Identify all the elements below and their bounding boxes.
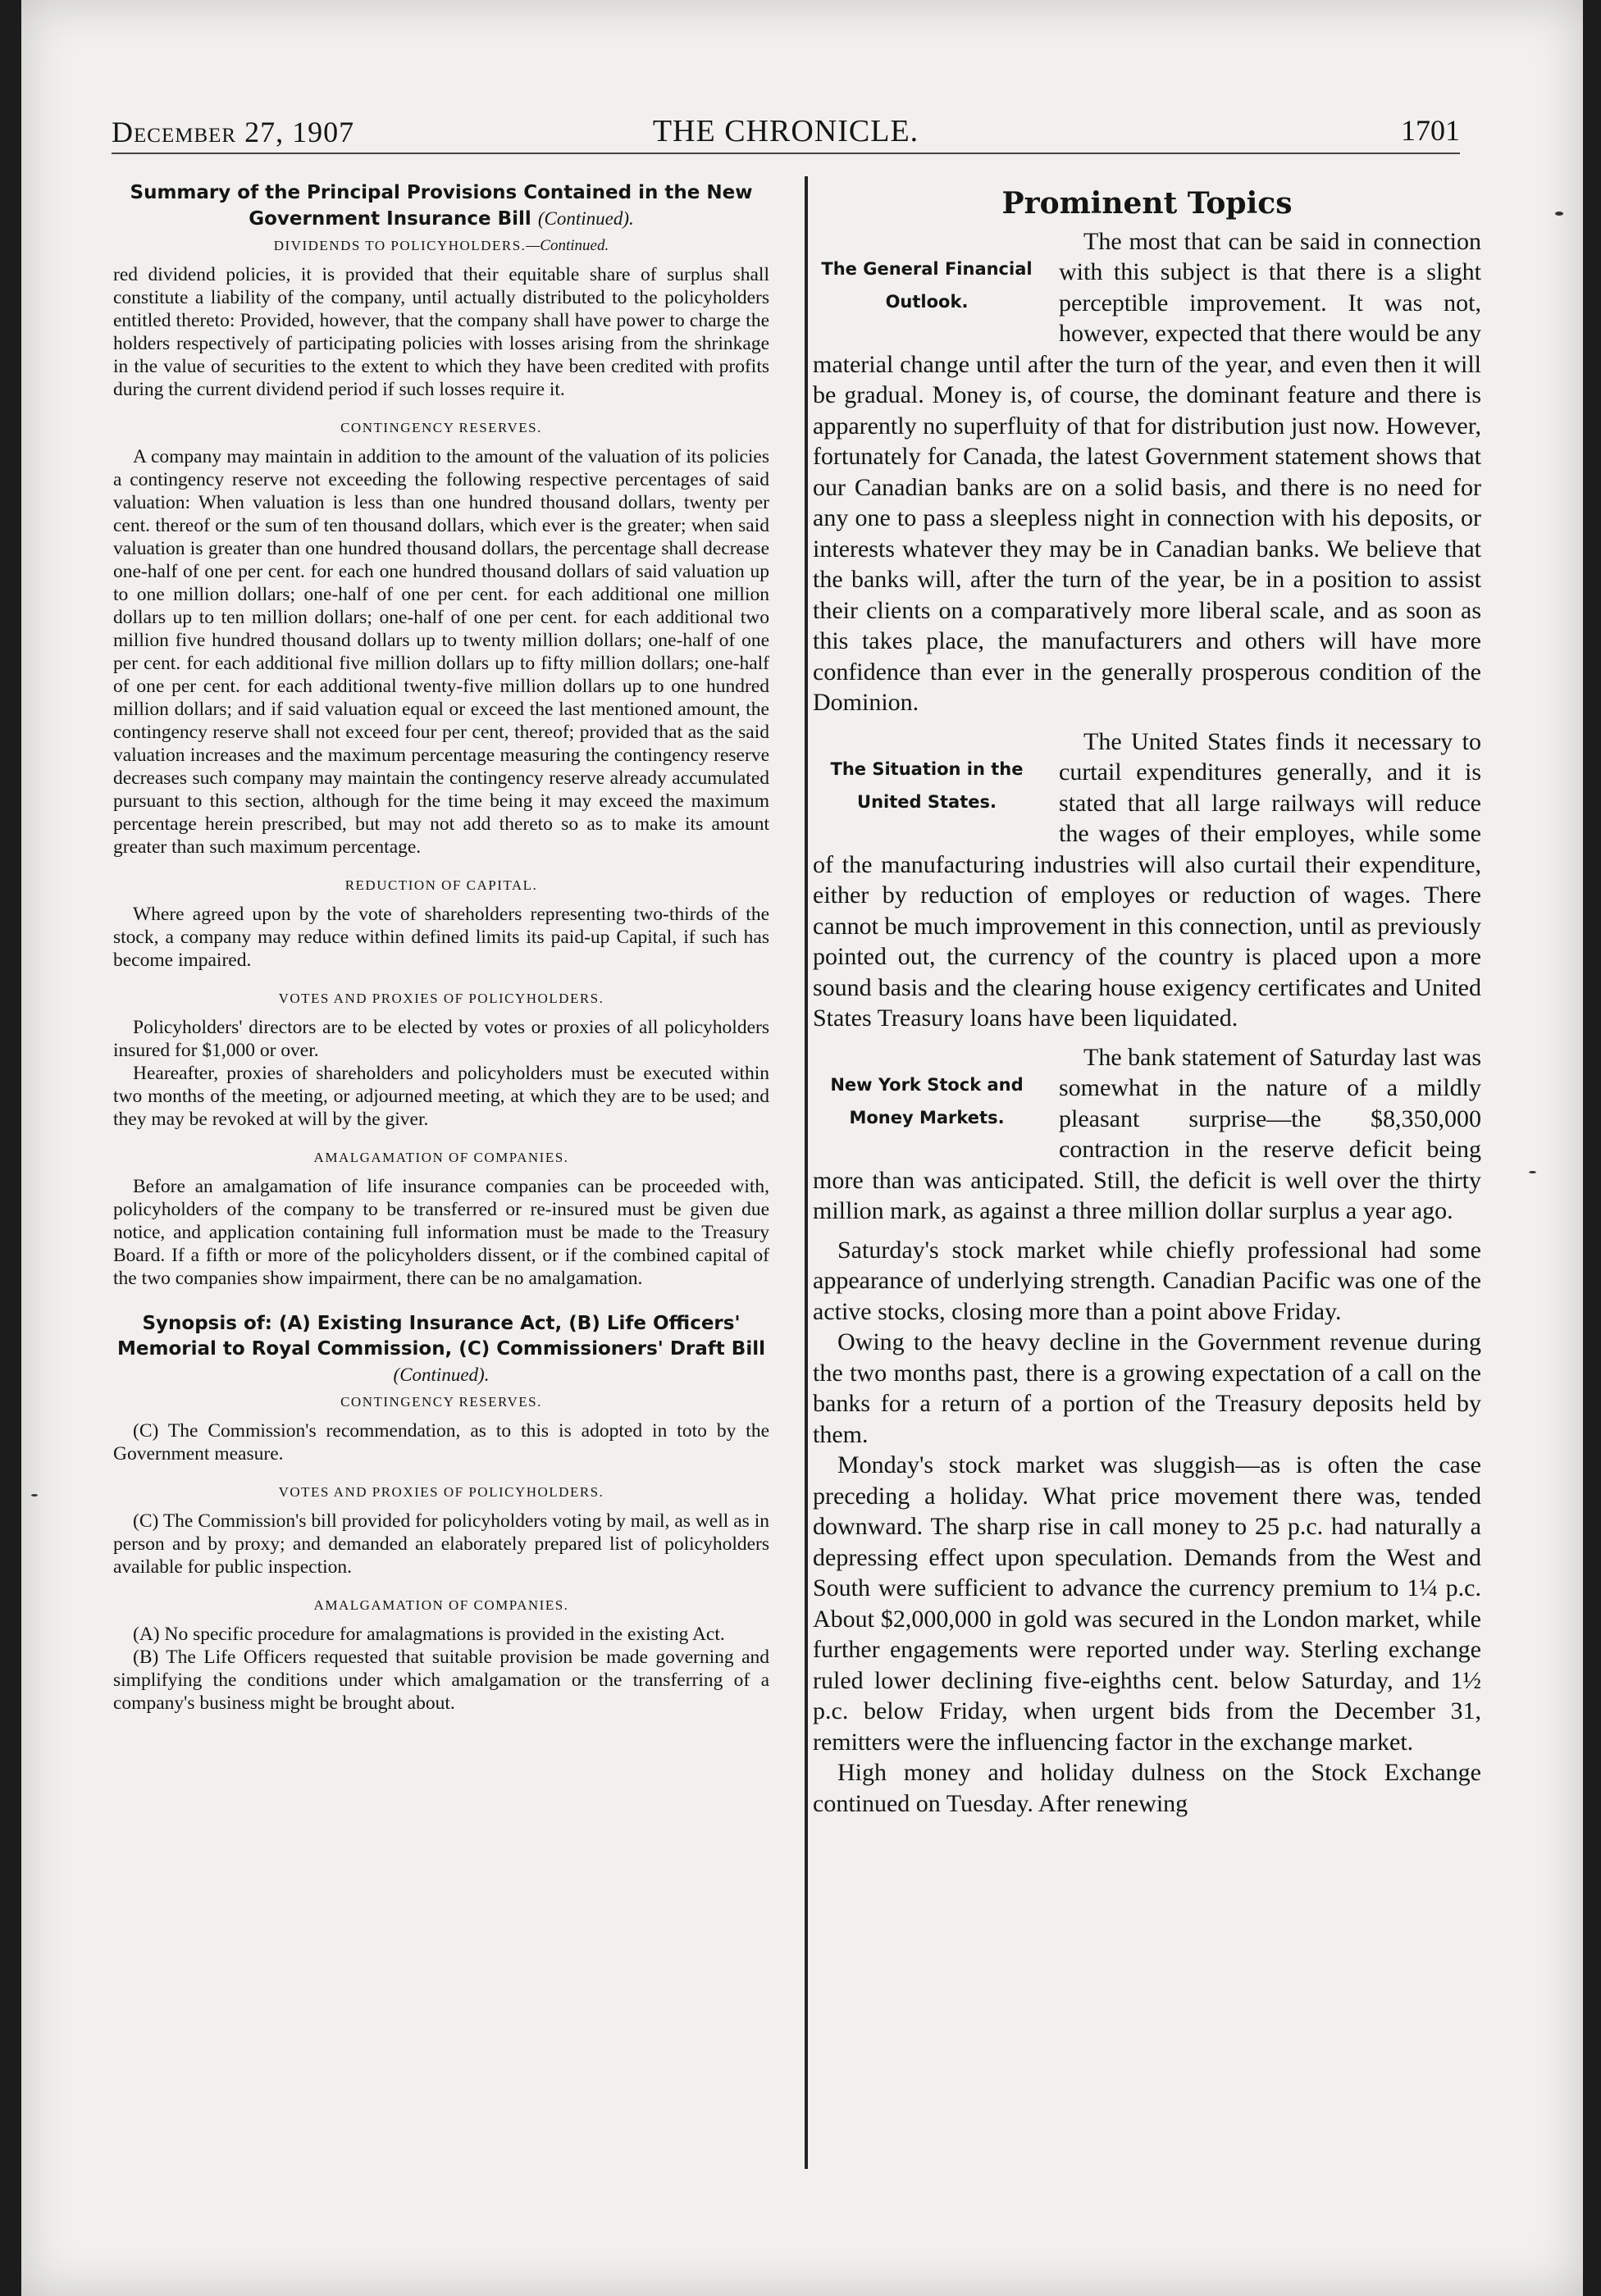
contingency-text: A company may maintain in addition to the amount of the valuation of its policies a contingency reserve not exceeding the following respective percentages of said valuation: When valuation is less than one hundred thousand dollars, twenty per cent. thereof or the sum of ten thousand dollars, which ever is the greater; when said valuation is greater than one hundred thousand dollars, the percentage shall decrease one-half of one per cent. for each one hundred thousand dollars of said valuation up to one million dollars; one-half of one per cent. for each additional one million dollars up to ten million dollars; one-half of one per cent. for each additional two million five hundred thousand dollars up to twenty million dollars; one-half of one per cent. for each additional five million dollars up to fifty million dollars; one-half of one per cent. for each additional twenty-five million dollars up to one hundred million dollars; and if said valuation equal or exceed the last mentioned amount, the contingency reserve shall not exceed four per cent, thereof; provided that as the said valuation increases and the maximum percentage measuring the contingency reserve decreases such company may maintain the contingency reserve already accumulated pursuant to this section, although for the time being it may exceed the maximum percentage herein prescribed, but may not add thereto so as to make its amount greater than such maximum percentage.	[113, 446, 769, 858]
ink-speck	[1529, 1171, 1536, 1173]
dividends-heading	[113, 237, 769, 255]
syn-amalgamation-heading: AMALGAMATION OF COMPANIES.	[313, 1597, 569, 1613]
masthead: THE CHRONICLE.	[652, 114, 919, 148]
topic-financial-outlook	[813, 226, 1481, 718]
capital-text: Where agreed upon by the vote of shareholders representing two-thirds of the stock, a company may reduce within defined limits its paid-up Capital, if such has become impaired.	[113, 904, 769, 971]
left-column	[113, 180, 769, 1715]
paragraph-monday-market: Monday's stock market was sluggish—as is often the case preceding a holiday. What price movement there was, tended downward. The sharp rise in call money to 25 p.c. had naturally a depressing effect upon speculation. Demands from the West and South were sufficient to advance the currency premium to 1¼ p.c. About $2,000,000 in gold was secured in the London market, while further engagements were reported under way. Sterling exchange ruled lower declining five-eighths cent. below Saturday, and 1½ p.c. below Friday, when urgent bids from the December 31, remitters were the influencing factor in the exchange market.	[813, 1451, 1481, 1756]
paragraph-tuesday-market: High money and holiday dulness on the Stock Exchange continued on Tuesday. After renewing	[813, 1759, 1481, 1817]
capital-heading: REDUCTION OF CAPITAL.	[344, 877, 538, 893]
votes-text-1: Policyholders' directors are to be elected by votes or proxies of all policyholders insured for $1,000 or over.	[113, 1017, 769, 1061]
side-heading-stock-money-markets: New York Stock and Money Markets.	[830, 1074, 1024, 1128]
topic-united-states	[813, 727, 1481, 1034]
syn-contingency-text: (C) The Commission's recommendation, as to this is adopted in toto by the Government measure.	[113, 1420, 769, 1465]
ink-speck	[1555, 212, 1563, 216]
prominent-topics-title: Prominent Topics	[1001, 186, 1293, 221]
syn-votes-text: (C) The Commission's bill provided for policyholders voting by mail, as well as in person and by proxy; and demanded an elaborately prepared list of policyholders available for public inspection.	[113, 1510, 769, 1578]
syn-contingency-heading: CONTINGENCY RESERVES.	[340, 1394, 542, 1410]
summary-title-text: Summary of the Principal Provisions Contained in the New Government Insurance Bill	[130, 182, 753, 230]
paragraph-saturday-market: Saturday's stock market while chiefly professional had some appearance of underlying strength. Canadian Pacific was one of the active stocks, closing more than a point above Friday.	[813, 1236, 1481, 1325]
topic-text-united-states: The United States finds it necessary to curtail expenditures generally, and it is stated that all large railways will reduce the wages of their employes, while some of the manufacturing industries will also curtail their expenditure, either by reduction of employes or reduction of wages. There cannot be much improvement in this connection, until as previously pointed out, the currency of the country is placed upon a more sound basis and the clearing house exigency certificates and United States Treasury loans have been liquidated.	[813, 727, 1481, 1032]
issue-date: December 27, 1907	[112, 116, 355, 148]
dividends-text: red dividend policies, it is provided that their equitable share of surplus shall constitute a liability of the company, until actually distributed to the policyholders entitled thereto: Provided, however, that the company shall have power to charge the holders respectively of participating policies with losses arising from the shrinkage in the value of securities to the extent to which they have been credited with profits during the current dividend period if such losses require it.	[113, 264, 769, 400]
synopsis-title	[113, 1311, 769, 1388]
synopsis-continued: (Continued).	[393, 1364, 490, 1385]
votes-text-2: Heareafter, proxies of shareholders and policyholders must be executed within two months of the meeting, or adjourned meeting, at which they are to be used; and they may be revoked at will by the giver.	[113, 1063, 769, 1130]
page-number: 1701	[1401, 114, 1460, 147]
right-column	[813, 180, 1481, 1819]
section-gap	[113, 1290, 769, 1311]
amalgamation-text: Before an amalgamation of life insurance companies can be proceeded with, policyholders of the company to be transferred or re-insured must be given due notice, and application containing full information must be made to the Treasury Board. If a fifth or more of the policyholders dissent, or if the combined capital of the two companies show impairment, there can be no amalgamation.	[113, 1176, 769, 1289]
newspaper-page	[21, 0, 1583, 2296]
syn-amalgamation-text-1: (A) No specific procedure for amalagmations is provided in the existing Act.	[133, 1624, 725, 1645]
topic-text-financial-outlook: The most that can be said in connection with this subject is that there is a slight perceptible improvement. It was not, however, expected that there would be any material change until after the turn of the year, and even then it will be gradual. Money is, of course, the dominant feature and there is apparently no superfluity of that for distribution just now. However, fortunately for Canada, the latest Government statement shows that our Canadian banks are on a solid basis, and there is no need for any one to pass a sleepless night in connection with his deposits, or interests whatever they may be in Canadian banks. We believe that the banks will, after the turn of the year, be in a position to assist their clients on a comparatively more liberal scale, and as soon as this takes place, the manufacturers and others will have more confidence than ever in the generally prosperous condition of the Dominion.	[813, 227, 1481, 716]
header-rule	[112, 153, 1460, 154]
synopsis-title-text: Synopsis of: (A) Existing Insurance Act, (B) Life Officers' Memorial to Royal Commission, (C) Commissioners' Draft Bill	[117, 1313, 765, 1360]
topic-text-stock-money-markets: The bank statement of Saturday last was somewhat in the nature of a mildly pleasant surprise—the $8,350,000 contraction in the reserve deficit being more than was anticipated. Still, the deficit is well over the thirty million mark, as against a three million dollar surplus a year ago.	[813, 1043, 1481, 1224]
side-heading-financial-outlook: The General Financial Outlook.	[821, 258, 1033, 312]
dividends-heading-text: DIVIDENDS TO POLICYHOLDERS.	[273, 238, 527, 253]
summary-title	[113, 180, 769, 232]
dividends-heading-cont: —Continued.	[526, 237, 609, 254]
topic-stock-money-markets	[813, 1042, 1481, 1227]
contingency-heading: CONTINGENCY RESERVES.	[340, 420, 542, 435]
side-heading-united-states: The Situation in the United States.	[830, 758, 1024, 812]
votes-heading: VOTES AND PROXIES OF POLICYHOLDERS.	[278, 991, 604, 1006]
syn-amalgamation-text-2: (B) The Life Officers requested that suitable provision be made governing and simplifying the conditions under which amalgamation or the transferring of a company's business might be brought about.	[113, 1647, 769, 1714]
amalgamation-heading: AMALGAMATION OF COMPANIES.	[313, 1150, 569, 1165]
ink-speck	[31, 1494, 38, 1496]
paragraph-government-revenue: Owing to the heavy decline in the Government revenue during the two months past, there is a growing expectation of a call on the banks for a return of a portion of the Treasury deposits held by them.	[813, 1328, 1481, 1448]
column-divider	[805, 176, 808, 2169]
summary-continued: (Continued).	[537, 208, 634, 229]
page-header	[112, 107, 1460, 156]
syn-votes-heading: VOTES AND PROXIES OF POLICYHOLDERS.	[278, 1484, 604, 1500]
